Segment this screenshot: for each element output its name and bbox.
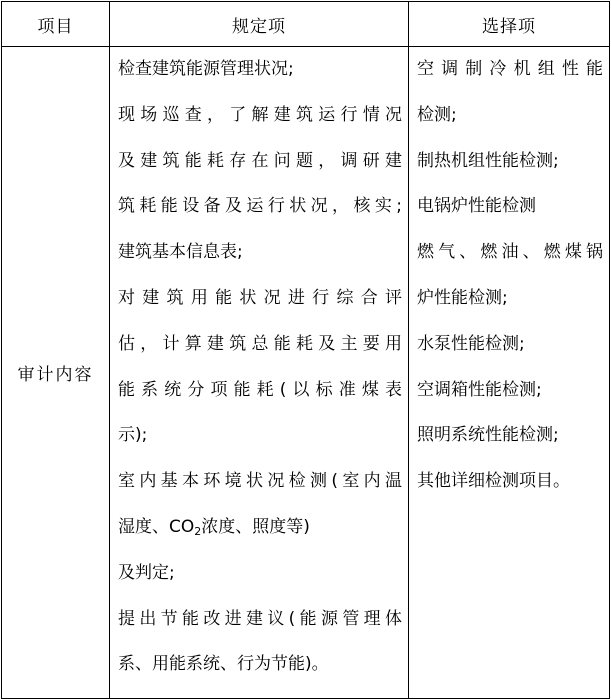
required-item-line: 对建筑用能状况进行综合评	[118, 287, 402, 308]
header-required: 规定项	[110, 2, 409, 47]
optional-item-line: 照明系统性能检测;	[417, 425, 559, 446]
optional-cell	[409, 47, 610, 699]
required-item-line: 建筑基本信息表;	[118, 242, 243, 263]
required-item-line: 湿度、$CO_2$浓度、照度等)	[118, 516, 310, 538]
required-item-line: 筑耗能设备及运行状况，核实;	[118, 196, 402, 217]
subscript: 2	[194, 524, 202, 538]
required-cell	[110, 47, 409, 699]
optional-item-line: 其他详细检测项目。	[417, 471, 570, 492]
header-item: 项目	[2, 2, 110, 47]
required-item-line: 室内基本环境状况检测(室内温	[118, 471, 402, 492]
optional-items-list	[409, 47, 609, 515]
audit-content-row	[2, 47, 610, 699]
optional-item-line: 水泵性能检测;	[417, 333, 525, 354]
required-item-line: 提出节能改进建议(能源管理体	[118, 608, 402, 629]
optional-item-line: 空调箱性能检测;	[417, 379, 542, 400]
required-item-line: 现场巡查，了解建筑运行情况	[118, 104, 402, 125]
required-item-line: 检查建筑能源管理状况;	[118, 59, 294, 79]
optional-item-line: 检测;	[417, 104, 457, 125]
optional-item-line: 空调制冷机组性能	[417, 59, 603, 79]
optional-item-line: 燃气、燃油、燃煤锅	[417, 242, 603, 263]
header-optional: 选择项	[409, 2, 610, 47]
required-item-line: 及判定;	[118, 562, 175, 583]
required-item-line: 能系统分项能耗(以标准煤表	[118, 379, 402, 400]
optional-item-line: 电锅炉性能检测	[417, 196, 536, 217]
optional-item-line: 制热机组性能检测;	[417, 150, 559, 171]
required-item-line: 示);	[118, 425, 148, 446]
header-row	[2, 2, 610, 47]
required-item-line: 及建筑能耗存在问题，调研建	[118, 150, 402, 171]
required-items-list	[110, 47, 408, 698]
required-item-line: 系、用能系统、行为节能)。	[118, 654, 329, 675]
row-label: 审计内容	[2, 47, 110, 699]
audit-table	[1, 1, 610, 699]
required-item-line: 估，计算建筑总能耗及主要用	[118, 333, 402, 354]
optional-item-line: 炉性能检测;	[417, 287, 508, 308]
